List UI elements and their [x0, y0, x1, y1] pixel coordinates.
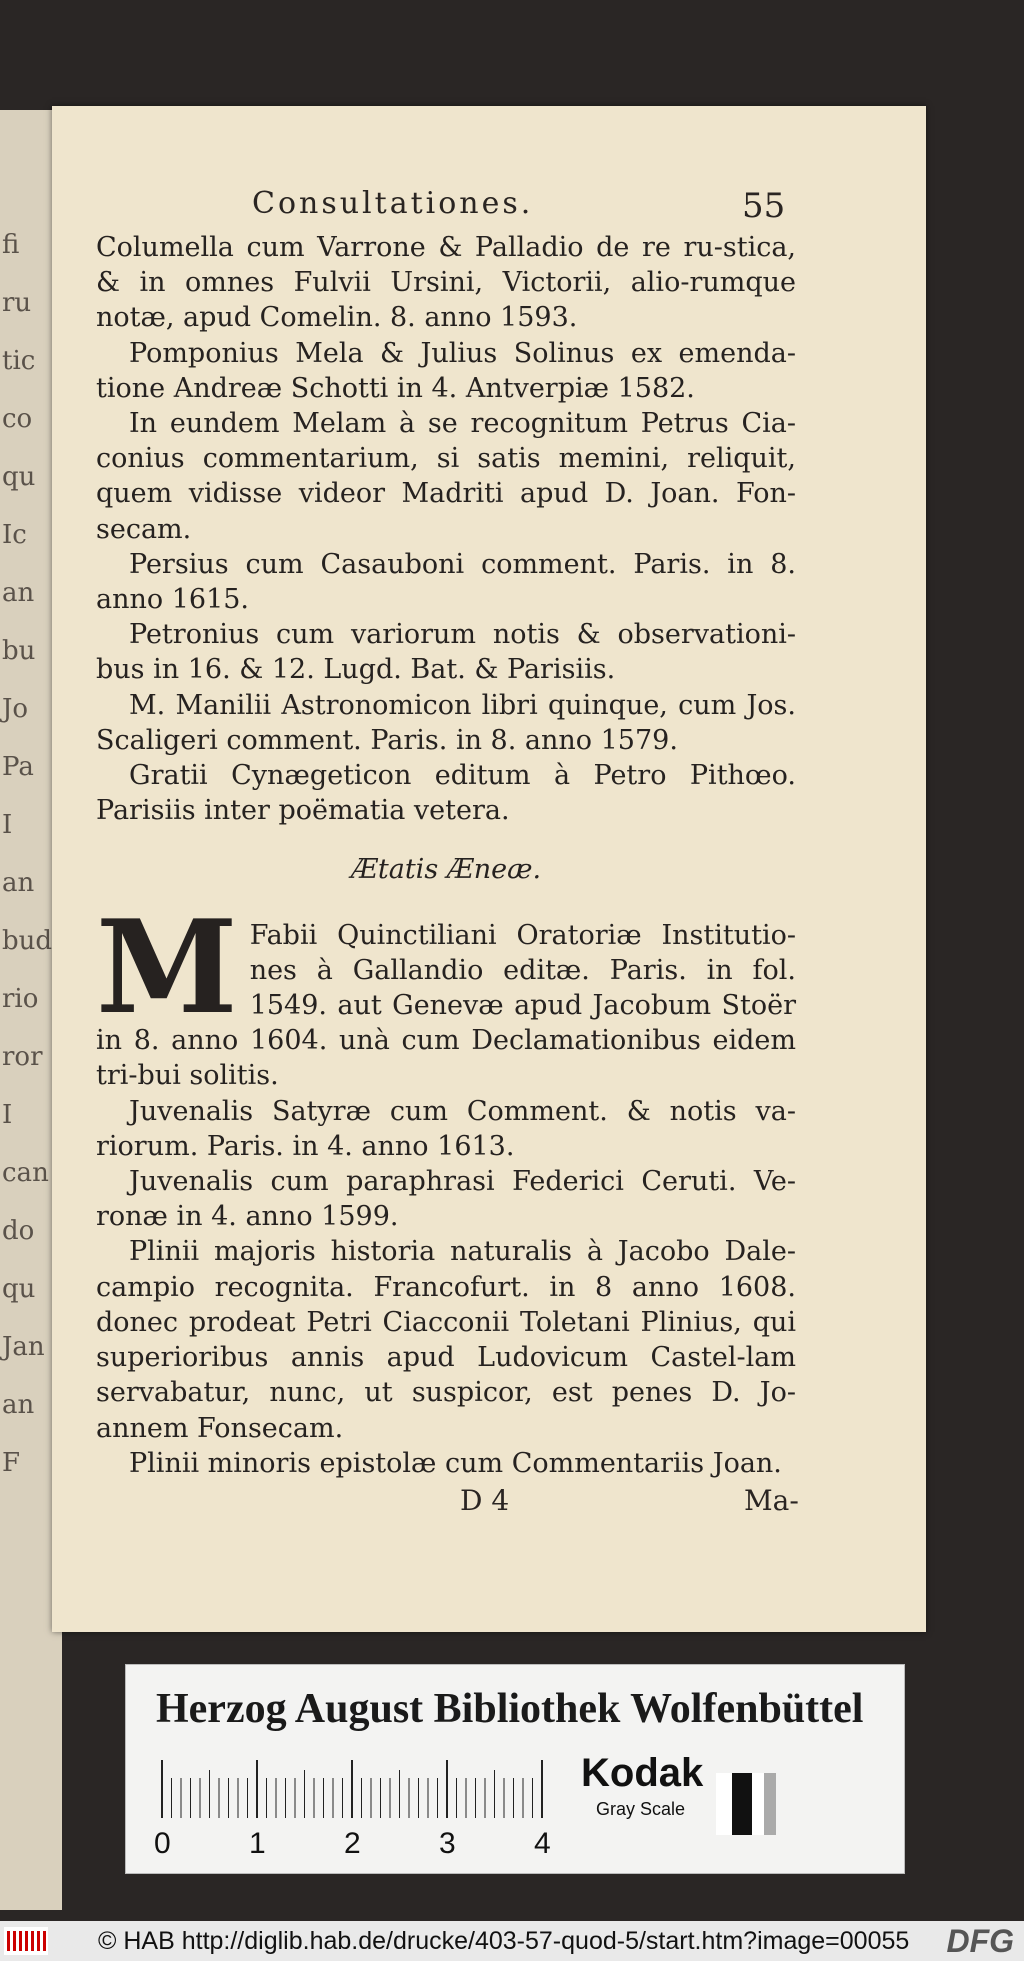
left-page-fragment: I: [2, 810, 13, 840]
hab-logo-icon: [4, 1927, 48, 1955]
catchword: Ma-: [744, 1484, 799, 1517]
left-page-fragment: can: [2, 1158, 49, 1188]
gray-scale-label: Gray Scale: [596, 1799, 686, 1819]
left-page-fragment: tic: [2, 346, 36, 376]
page-body: [96, 230, 796, 1481]
left-page-fragment: bud: [2, 926, 53, 956]
entry-paragraph: Plinii minoris epistolæ cum Commentariis Joan.: [129, 1447, 782, 1479]
entry-paragraph: Pomponius Mela & Julius Solinus ex emenda-tione Andreæ Schotti in 4. Antverpiæ 1582.: [96, 337, 796, 404]
left-page-fragment: Jan: [2, 1332, 45, 1362]
left-page-fragment: Ic: [2, 520, 27, 550]
color-reference-card: [125, 1664, 905, 1874]
left-page-fragment: co: [2, 404, 33, 434]
entry-paragraph: M. Manilii Astronomicon libri quinque, cum Jos. Scaligeri comment. Paris. in 8. anno 1579.: [96, 689, 796, 756]
left-page-fragment: I: [2, 1100, 13, 1130]
left-page-fragment: qu: [2, 462, 36, 492]
entry-paragraph: Juvenalis cum paraphrasi Federici Ceruti. Ve-ronæ in 4. anno 1599.: [96, 1166, 796, 1233]
gray-patch: [716, 1773, 776, 1835]
footer-bar: [0, 1921, 1024, 1961]
entry-paragraph: Gratii Cynægeticon editum à Petro Pithœo. Parisiis inter poëmatia vetera.: [96, 760, 796, 827]
book-page: [52, 106, 926, 1632]
left-page-fragment: fi: [2, 230, 20, 260]
entry-paragraph: Petronius cum variorum notis & observationi-bus in 16. & 12. Lugd. Bat. & Parisiis.: [96, 619, 796, 686]
left-page-fragment: rio: [2, 984, 39, 1014]
left-page-fragment: Pa: [2, 752, 34, 782]
kodak-logo: Kodak: [581, 1751, 704, 1795]
scale-number: 3: [439, 1827, 456, 1860]
scale-number: 1: [249, 1827, 266, 1860]
scale-number: 2: [344, 1827, 361, 1860]
footer-citation: © HAB http://diglib.hab.de/drucke/403-57-quod-5/start.htm?image=00055: [98, 1927, 910, 1955]
entry-paragraph: M Fabii Quinctiliani Oratoriæ Institutio-nes à Gallandio editæ. Paris. in fol. 1549. aut Genevæ apud Jacobum Stoër in 8. anno 1604. unà cum Declamationibus eidem tri-bui solitis.: [96, 892, 796, 1092]
running-head: Consultationes.: [252, 186, 534, 221]
left-page-fragment: ru: [2, 288, 32, 318]
ruler-scale: [160, 1760, 550, 1820]
left-page-fragment: do: [2, 1216, 35, 1246]
left-page-fragment: F: [2, 1448, 21, 1478]
scale-number: 4: [534, 1827, 551, 1860]
dfg-logo: DFG: [946, 1923, 1014, 1959]
entry-paragraph: Juvenalis Satyræ cum Comment. & notis va-riorum. Paris. in 4. anno 1613.: [96, 1095, 796, 1162]
left-page-fragment: bu: [2, 636, 36, 666]
left-page-fragment: qu: [2, 1274, 36, 1304]
entry-paragraph: Columella cum Varrone & Palladio de re ru-stica, & in omnes Fulvii Ursini, Victorii, alio-rumque notæ, apud Comelin. 8. anno 1593.: [96, 232, 796, 334]
left-page-fragment: ror: [2, 1042, 43, 1072]
entry-paragraph: Plinii majoris historia naturalis à Jacobo Dale-campio recognita. Francofurt. in 8 anno 1608. donec prodeat Petri Ciacconii Toletani Plinius, qui superioribus annis apud Ludovicum Castel-lam servabatur, nunc, ut suspicor, est penes D. Jo-annem Fonsecam.: [96, 1236, 796, 1444]
signature-mark: D 4: [460, 1484, 510, 1517]
entry-paragraph: Persius cum Casauboni comment. Paris. in 8. anno 1615.: [96, 548, 796, 616]
left-page-fragment: an: [2, 1390, 35, 1420]
drop-cap: M: [96, 892, 238, 1043]
library-name: Herzog August Bibliothek Wolfenbüttel: [156, 1686, 864, 1732]
left-page-fragment: an: [2, 578, 35, 608]
entry-paragraph: In eundem Melam à se recognitum Petrus Cia-conius commentarium, si satis memini, reliquit, quem vidisse videor Madriti apud D. Joan. Fon-secam.: [96, 408, 796, 545]
left-page-fragment: an: [2, 868, 35, 898]
section-heading: Ætatis Æneæ.: [350, 854, 542, 886]
scale-number: 0: [154, 1827, 171, 1860]
left-page-fragment: Jo: [2, 694, 29, 724]
page-number: 55: [742, 186, 786, 226]
